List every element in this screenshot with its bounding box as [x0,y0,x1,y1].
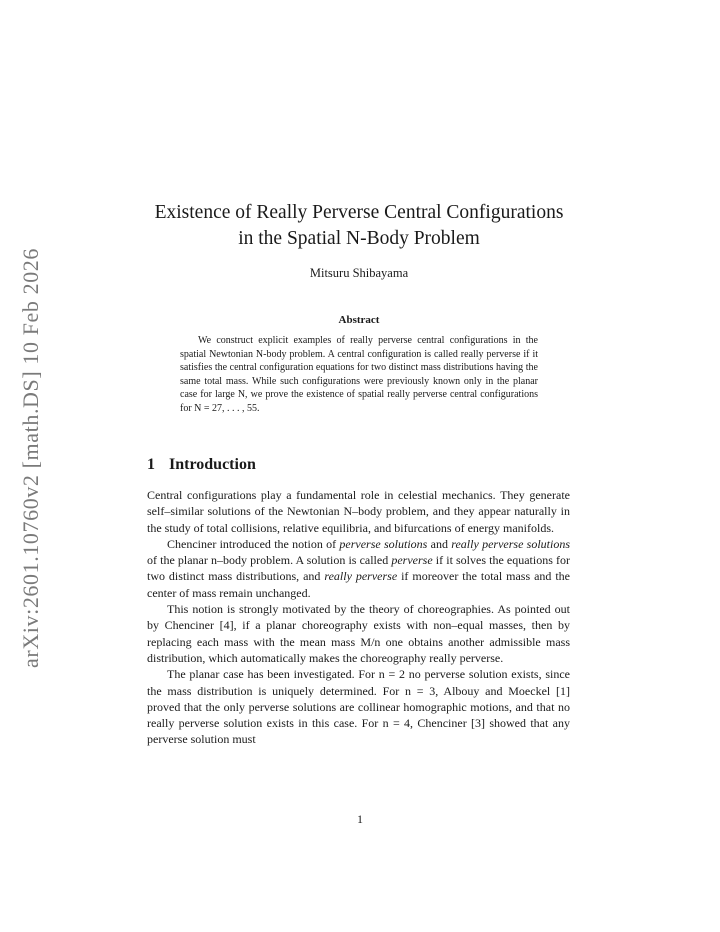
section-body [147,487,570,748]
paragraph-2-text: of the planar n–body problem. A solution is called [147,553,392,568]
abstract-heading: Abstract [338,314,380,326]
section-heading [147,456,256,474]
arxiv-identifier-text: arXiv:2601.10760v2 [math.DS] 10 Feb 2026 [18,248,43,668]
section-number: 1 [147,456,155,473]
paragraph-3: This notion is strongly motivated by the theory of choreographies. As pointed out by Chenciner [4], if a planar choreography exists with non–equal masses, then by replacing each mass with the mean mass M/n one obtains another admissible mass distribution, which automatically makes the choreography really perverse. [147,602,570,665]
paragraph-2-emphasis: really perverse [324,569,398,584]
paragraph-4: The planar case has been investigated. For n = 2 no perverse solution exists, since the mass distribution is uniquely determined. For n = 3, Albouy and Moeckel [1] proved that the only perverse solutions are collinear homographic motions, and that no really perverse solution exists in this case. For n = 4, Chenciner [3] showed that any perverse solution must [147,667,570,747]
section-title-text: Introduction [169,456,256,473]
abstract-text: We construct explicit examples of really perverse central configurations in the spatial Newtonian N-body problem. A central configuration is called really perverse if it satisfies the central configuration equations for two distinct mass distributions having the same total mass. While such configurations were previously known only in the planar case for large N, we prove the existence of spatial really perverse central configurations for N = 27, . . . , 55. [180,335,538,414]
paragraph-2-text: if it solves the equations for two distinct mass distributions, and [147,553,571,584]
paragraph-2-emphasis: perverse [391,553,433,568]
paragraph-2-text: if moreover the total mass and the center of mass remain unchanged. [147,569,570,600]
paragraph-2 [147,536,570,601]
paragraph-2-emphasis: really perverse solutions [451,536,571,551]
page-number: 1 [357,812,363,826]
paper-title [140,200,578,252]
paragraph-2-emphasis: perverse solutions [339,536,428,551]
title-line-1: Existence of Really Perverse Central Configurations [154,202,564,223]
paragraph-2-text: Chenciner introduced the notion of [167,536,340,551]
arxiv-identifier-stamp [18,248,54,688]
paragraph-1: Central configurations play a fundamental role in celestial mechanics. They generate self–similar solutions of the Newtonian N–body problem, and they appear naturally in the study of total collisions, relative equilibria, and bifurcations of energy manifolds. [147,488,570,535]
author-name: Mitsuru Shibayama [309,266,409,280]
title-line-2: in the Spatial N-Body Problem [238,228,480,249]
paragraph-2-text: and [427,536,452,551]
